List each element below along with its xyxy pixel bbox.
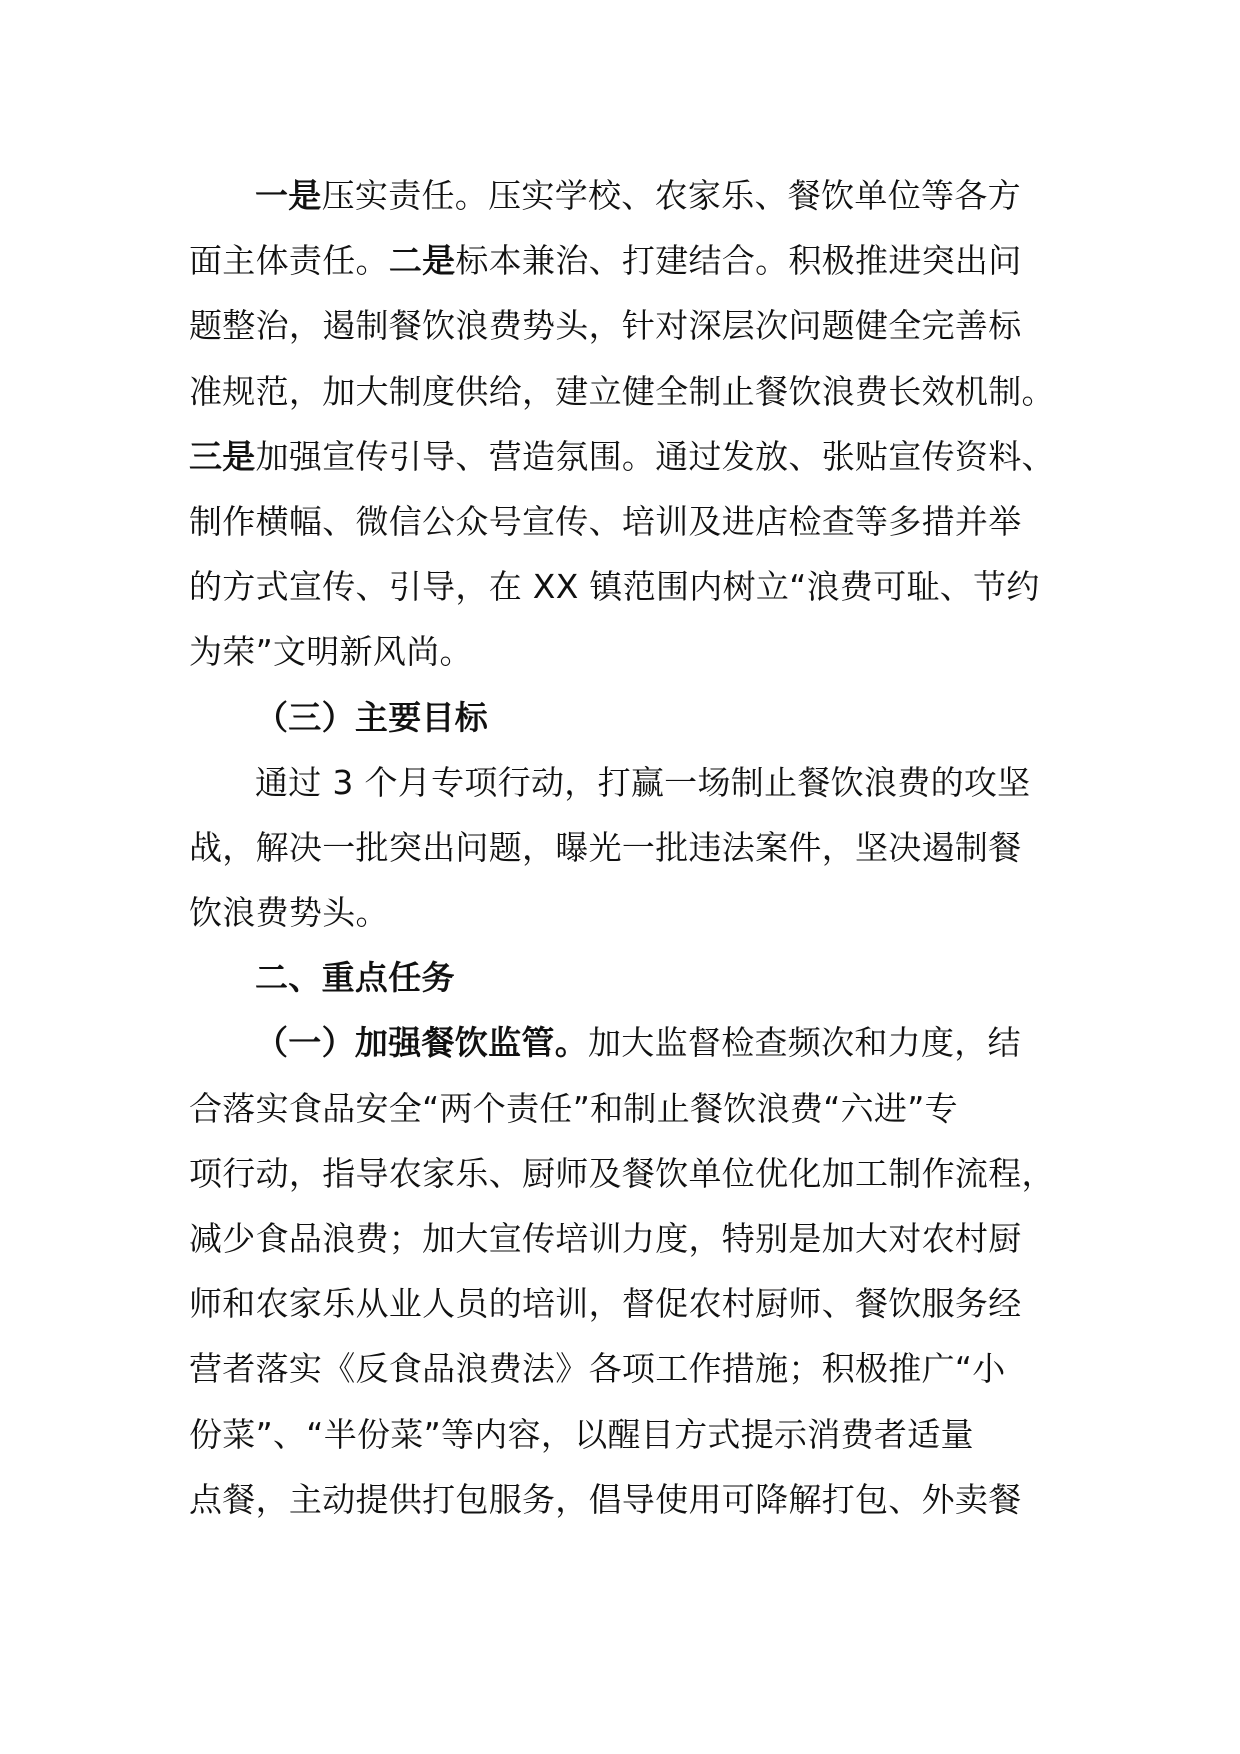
text-run: 的方式宣传、引导，在 XX 镇范围内树立“浪费可耻、节约 bbox=[189, 567, 1040, 607]
text-line bbox=[189, 880, 1059, 945]
text-line bbox=[189, 1076, 1059, 1141]
text-line bbox=[189, 945, 1059, 1010]
text-line bbox=[189, 750, 1059, 815]
text-run: 饮浪费势头。 bbox=[189, 893, 389, 933]
bold-text-run: 二、重点任务 bbox=[255, 958, 455, 998]
text-line bbox=[189, 815, 1059, 880]
text-run: 题整治，遏制餐饮浪费势头，针对深层次问题健全完善标 bbox=[189, 306, 1022, 346]
text-run: 为荣”文明新风尚。 bbox=[189, 632, 473, 672]
text-run: 压实责任。压实学校、农家乐、餐饮单位等各方 bbox=[321, 176, 1021, 215]
text-run: 减少食品浪费；加大宣传培训力度，特别是加大对农村厨 bbox=[189, 1219, 1022, 1258]
text-line bbox=[189, 489, 1059, 554]
text-run: 通过 3 个月专项行动，打赢一场制止餐饮浪费的攻坚 bbox=[255, 762, 1031, 802]
bold-text-run: 二是 bbox=[388, 241, 456, 281]
text-run: 项行动，指导农家乐、厨师及餐饮单位优化加工制作流程， bbox=[189, 1153, 1055, 1193]
document-body bbox=[189, 163, 1059, 1532]
text-line bbox=[189, 1141, 1059, 1206]
bold-text-run: 三是 bbox=[189, 436, 256, 476]
bold-text-run: （一）加强餐饮监管。 bbox=[255, 1023, 588, 1063]
text-line bbox=[189, 1336, 1059, 1401]
text-line bbox=[189, 1206, 1059, 1271]
text-line bbox=[189, 293, 1059, 358]
text-line bbox=[189, 685, 1059, 750]
text-run: 份菜”、“半份菜”等内容，以醒目方式提示消费者适量 bbox=[189, 1414, 974, 1454]
text-run: 面主体责任。 bbox=[189, 241, 389, 281]
text-run: 加大监督检查频次和力度，结 bbox=[588, 1023, 1021, 1063]
text-line bbox=[189, 1467, 1059, 1532]
text-line bbox=[189, 359, 1059, 424]
text-run: 加强宣传引导、营造氛围。通过发放、张贴宣传资料、 bbox=[255, 436, 1055, 476]
text-line bbox=[189, 619, 1059, 684]
text-run: 准规范，加大制度供给，建立健全制止餐饮浪费长效机制。 bbox=[189, 371, 1055, 411]
text-run: 师和农家乐从业人员的培训，督促农村厨师、餐饮服务经 bbox=[189, 1284, 1022, 1324]
text-line bbox=[189, 1402, 1059, 1467]
text-run: 制作横幅、微信公众号宣传、培训及进店检查等多措并举 bbox=[189, 501, 1022, 541]
text-run: 合落实食品安全“两个责任”和制止餐饮浪费“六进”专 bbox=[189, 1088, 958, 1128]
text-run: 战，解决一批突出问题，曝光一批违法案件，坚决遏制餐 bbox=[189, 827, 1022, 867]
text-line bbox=[189, 1271, 1059, 1336]
text-run: 营者落实《反食品浪费法》各项工作措施；积极推广“小 bbox=[189, 1349, 1006, 1389]
bold-text-run: （三）主要目标 bbox=[255, 697, 489, 737]
text-line bbox=[189, 424, 1059, 489]
text-run: 点餐，主动提供打包服务，倡导使用可降解打包、外卖餐 bbox=[189, 1479, 1022, 1519]
bold-text-run: 一是 bbox=[255, 176, 322, 215]
text-line bbox=[189, 228, 1059, 293]
text-line bbox=[189, 1010, 1059, 1075]
text-line bbox=[189, 163, 1059, 228]
text-line bbox=[189, 554, 1059, 619]
text-run: 标本兼治、打建结合。积极推进突出问 bbox=[455, 241, 1022, 281]
